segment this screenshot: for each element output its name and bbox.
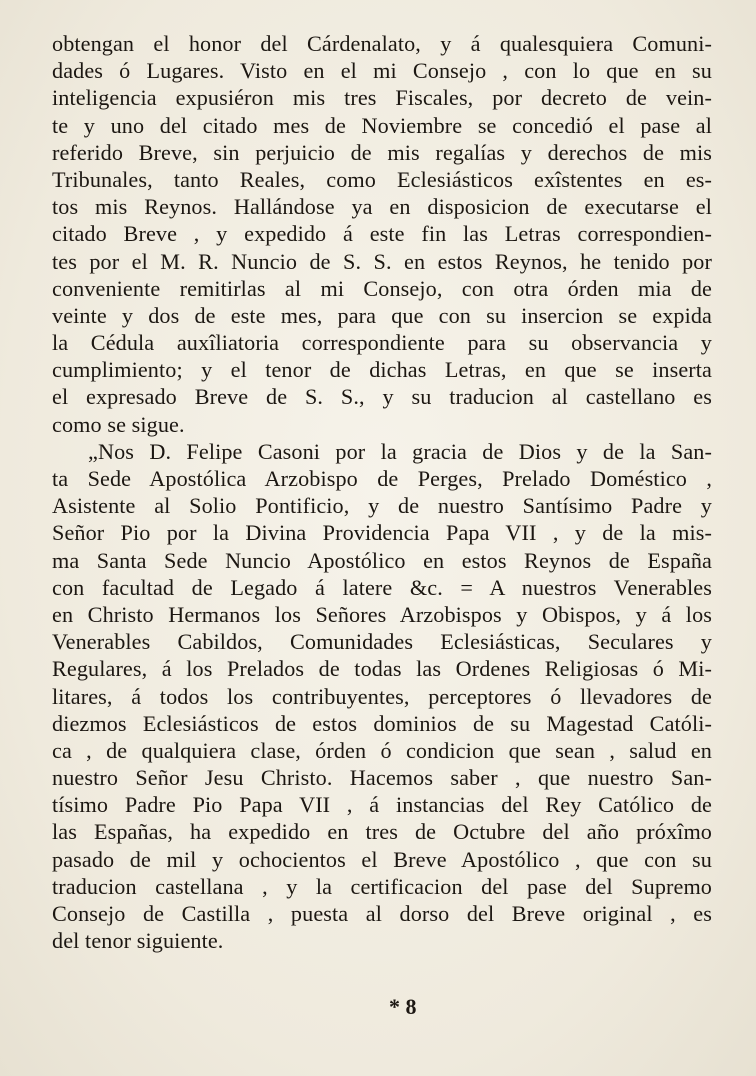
- text-line: ca , de qualquiera clase, órden ó condicion que sean , salud en: [52, 737, 712, 763]
- text-line: Señor Pio por la Divina Providencia Papa VII , y de la mis-: [52, 520, 712, 546]
- text-line: dades ó Lugares. Visto en el mi Consejo , con lo que en su: [52, 58, 712, 84]
- text-line: Tribunales, tanto Reales, como Eclesiásticos exîstentes en es-: [52, 166, 712, 192]
- text-line: traducion castellana , y la certificacion del pase del Supremo: [52, 873, 712, 899]
- text-line: Venerables Cabildos, Comunidades Eclesiásticas, Seculares y: [52, 629, 712, 655]
- signature-mark: * 8: [389, 994, 417, 1019]
- text-line-paragraph-end: del tenor siguiente.: [52, 928, 224, 954]
- text-line: te y uno del citado mes de Noviembre se concedió el pase al: [52, 112, 712, 138]
- text-line: litares, á todos los contribuyentes, perceptores ó llevadores de: [52, 683, 712, 709]
- text-line: tes por el M. R. Nuncio de S. S. en estos Reynos, he tenido por: [52, 248, 712, 274]
- text-line: veinte y dos de este mes, para que con su insercion se expida: [52, 302, 712, 328]
- text-line: ta Sede Apostólica Arzobispo de Perges, Prelado Doméstico ,: [52, 466, 712, 491]
- text-line: en Christo Hermanos los Señores Arzobispos y Obispos, y á los: [52, 601, 712, 627]
- text-line: citado Breve , y expedido á este fin las Letras correspondien-: [52, 221, 712, 247]
- text-line: inteligencia expusiéron mis tres Fiscales, por decreto de vein-: [52, 85, 712, 111]
- text-line-paragraph-end: como se sigue.: [52, 411, 185, 437]
- text-line: cumplimiento; y el tenor de dichas Letras, en que se inserta: [52, 357, 712, 383]
- body-text: [52, 30, 712, 954]
- text-line: tísimo Padre Pio Papa VII , á instancias del Rey Católico de: [52, 792, 712, 818]
- text-line-paragraph-start: „Nos D. Felipe Casoni por la gracia de Dios y de la San-: [88, 438, 712, 464]
- text-line: nuestro Señor Jesu Christo. Hacemos saber , que nuestro San-: [52, 765, 712, 791]
- text-line: diezmos Eclesiásticos de estos dominios de su Magestad Católi-: [52, 710, 712, 736]
- text-line: pasado de mil y ochocientos el Breve Apostólico , que con su: [52, 846, 712, 872]
- text-line: Asistente al Solio Pontificio, y de nuestro Santísimo Padre y: [52, 493, 712, 519]
- page-footer: [52, 990, 712, 1024]
- text-line: referido Breve, sin perjuicio de mis regalías y derechos de mis: [52, 139, 712, 165]
- text-line: Consejo de Castilla , puesta al dorso del Breve original , es: [52, 901, 712, 926]
- text-line: conveniente remitirlas al mi Consejo, con otra órden mia de: [52, 275, 712, 301]
- text-line: con facultad de Legado á latere &c. = A nuestros Venerables: [52, 574, 712, 600]
- text-line: obtengan el honor del Cárdenalato, y á qualesquiera Comuni-: [52, 31, 712, 56]
- text-line: el expresado Breve de S. S., y su traducion al castellano es: [52, 384, 712, 410]
- text-line: la Cédula auxîliatoria correspondiente para su observancia y: [52, 330, 712, 356]
- text-line: tos mis Reynos. Hallándose ya en disposicion de executarse el: [52, 194, 712, 220]
- text-line: Regulares, á los Prelados de todas las Ordenes Religiosas ó Mi-: [52, 656, 712, 682]
- text-line: ma Santa Sede Nuncio Apostólico en estos Reynos de España: [52, 547, 712, 573]
- text-line: las Españas, ha expedido en tres de Octubre del año próxîmo: [52, 819, 712, 845]
